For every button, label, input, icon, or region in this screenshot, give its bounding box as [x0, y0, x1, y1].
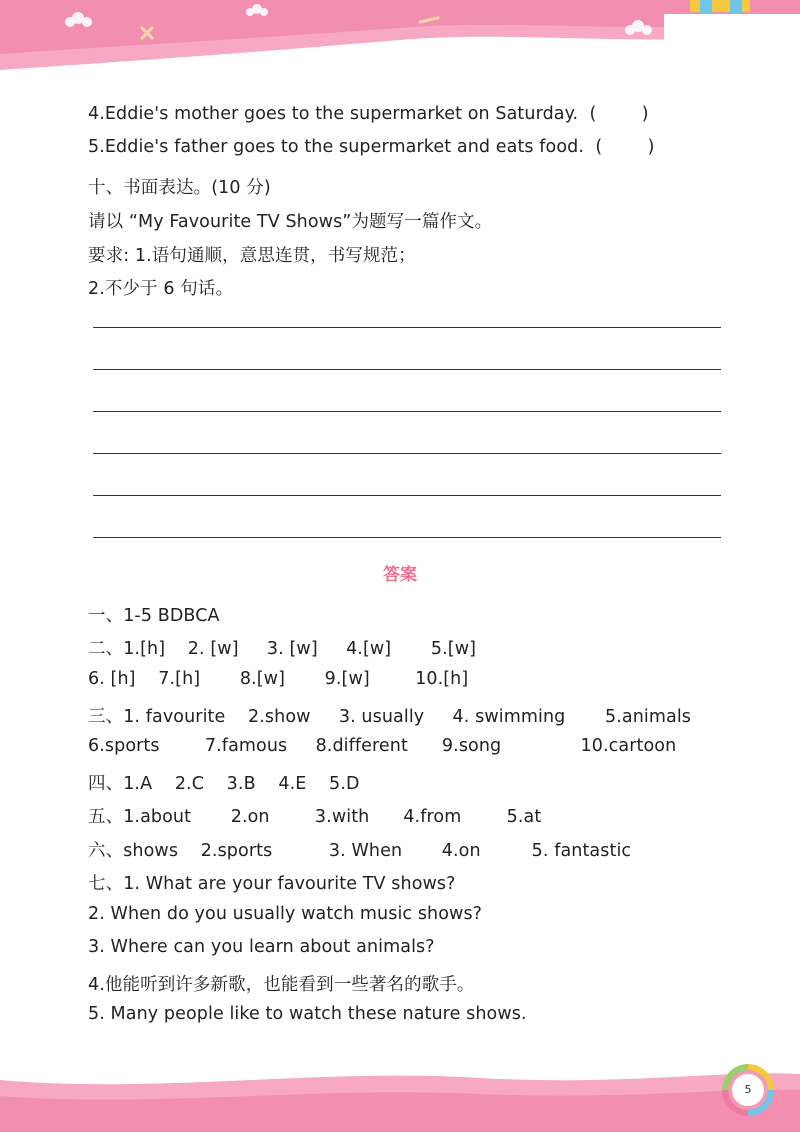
writing-requirement-1: 要求: 1.语句通顺，意思连贯，书写规范； — [88, 246, 416, 266]
answer-line: 6. [h] 7.[h] 8.[w] 9.[w] 10.[h] — [88, 669, 469, 689]
writing-prompt: 请以 “My Favourite TV Shows”为题写一篇作文。 — [88, 212, 493, 232]
answer-line: 七、1. What are your favourite TV shows? — [88, 874, 456, 894]
answer-line: 3. Where can you learn about animals? — [88, 937, 435, 957]
writing-line[interactable] — [93, 495, 721, 496]
writing-line[interactable] — [93, 411, 721, 412]
answers-title: 答案 — [383, 565, 417, 585]
writing-line[interactable] — [93, 537, 721, 538]
writing-line[interactable] — [93, 327, 721, 328]
answer-line: 五、1.about 2.on 3.with 4.from 5.at — [88, 807, 542, 827]
page-number: 5 — [728, 1070, 768, 1110]
writing-line[interactable] — [93, 453, 721, 454]
answer-line: 一、1-5 BDBCA — [88, 606, 220, 626]
answer-line: 4.他能听到许多新歌，也能看到一些著名的歌手。 — [88, 975, 475, 995]
writing-line[interactable] — [93, 369, 721, 370]
answer-line: 三、1. favourite 2.show 3. usually 4. swimming 5.animals — [88, 707, 692, 727]
answer-line: 5. Many people like to watch these nature shows. — [88, 1004, 527, 1024]
answer-line: 六、shows 2.sports 3. When 4.on 5. fantastic — [88, 841, 632, 861]
answer-line: 四、1.A 2.C 3.B 4.E 5.D — [88, 774, 360, 794]
question-4: 4.Eddie's mother goes to the supermarket on Saturday. ( ) — [88, 104, 649, 124]
writing-heading: 十、书面表达。(10 分) — [88, 178, 271, 198]
answer-line: 2. When do you usually watch music shows? — [88, 904, 483, 924]
answer-line: 二、1.[h] 2. [w] 3. [w] 4.[w] 5.[w] — [88, 639, 477, 659]
footer-decoration — [0, 1060, 800, 1132]
answer-line: 6.sports 7.famous 8.different 9.song 10.cartoon — [88, 736, 677, 756]
question-5: 5.Eddie's father goes to the supermarket and eats food. ( ) — [88, 137, 655, 157]
header-decoration — [0, 0, 800, 80]
writing-requirement-2: 2.不少于 6 句话。 — [88, 279, 234, 299]
